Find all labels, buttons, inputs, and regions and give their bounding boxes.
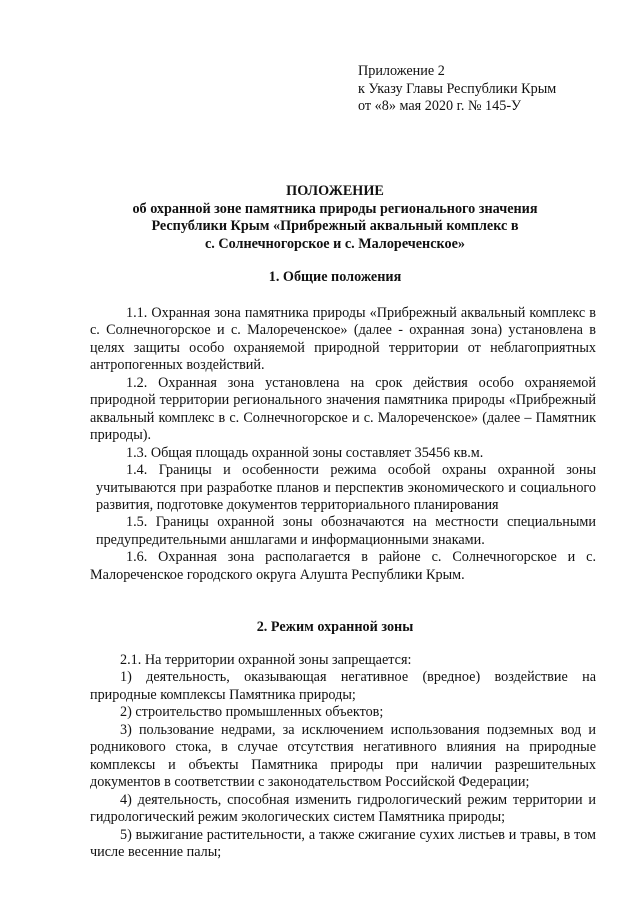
list-item-3: 3) пользование недрами, за исключением использования подземных вод и родникового стока, в случае отсутствия негативного влияния на природные комплексы и объекты Памятника природы при наличии разрешительных документов в соответствии с законодательством Российской Федерации; bbox=[90, 721, 596, 791]
section-1-body bbox=[90, 305, 596, 584]
appendix-line-3: от «8» мая 2020 г. № 145-У bbox=[358, 98, 522, 114]
section-2-body bbox=[90, 652, 596, 861]
paragraph-1-1: 1.1. Охранная зона памятника природы «Прибрежный аквальный комплекс в с. Солнечногорское и с. Малореченское» (далее - охранная зона) установлена в целях защиты особо охраняемой природной территории от неблагоприятных антропогенных воздействий. bbox=[90, 305, 596, 374]
paragraph-1-4: 1.4. Границы и особенности режима особой охраны охранной зоны учитываются при разработке планов и перспектив экономического и социального развития, подготовке документов территориального планирования bbox=[96, 462, 596, 513]
list-item-1: 1) деятельность, оказывающая негативное (вредное) воздействие на природные комплексы Памятника природы; bbox=[90, 669, 596, 703]
document-subtitle-line-1: об охранной зоне памятника природы регионального значения bbox=[132, 200, 538, 217]
document-heading bbox=[80, 183, 590, 253]
document-subtitle-line-2: Республики Крым «Прибрежный аквальный комплекс в bbox=[151, 218, 519, 235]
paragraph-1-2: 1.2. Охранная зона установлена на срок действия особо охраняемой природной территории регионального значения памятника природы «Прибрежный аквальный комплекс в с. Солнечногорское и с. Малореченское» (далее – Памятник природы). bbox=[90, 374, 596, 444]
paragraph-1-6: 1.6. Охранная зона располагается в районе с. Солнечногорское и с. Малореченское городского округа Алушта Республики Крым. bbox=[90, 549, 596, 583]
list-item-2: 2) строительство промышленных объектов; bbox=[120, 704, 384, 721]
appendix-note bbox=[358, 63, 556, 116]
section-2-title: 2. Режим охранной зоны bbox=[256, 619, 414, 635]
appendix-line-2: к Указу Главы Республики Крым bbox=[358, 80, 557, 97]
appendix-line-1: Приложение 2 bbox=[358, 63, 445, 79]
list-item-5: 5) выжигание растительности, а также сжигание сухих листьев и травы, в том числе весенние палы; bbox=[90, 826, 596, 860]
paragraph-1-5: 1.5. Границы охранной зоны обозначаются на местности специальными предупредительными аншлагами и информационными знаками. bbox=[96, 514, 596, 548]
paragraph-1-3: 1.3. Общая площадь охранной зоны составляет 35456 кв.м. bbox=[126, 444, 484, 461]
section-1-title: 1. Общие положения bbox=[268, 269, 402, 285]
document-title: ПОЛОЖЕНИЕ bbox=[286, 183, 384, 199]
list-item-4: 4) деятельность, способная изменить гидрологический режим территории и гидрологический режим экологических систем Памятника природы; bbox=[90, 791, 596, 826]
paragraph-2-1: 2.1. На территории охранной зоны запрещается: bbox=[120, 652, 412, 668]
document-subtitle-line-3: с. Солнечногорское и с. Малореченское» bbox=[204, 235, 466, 252]
